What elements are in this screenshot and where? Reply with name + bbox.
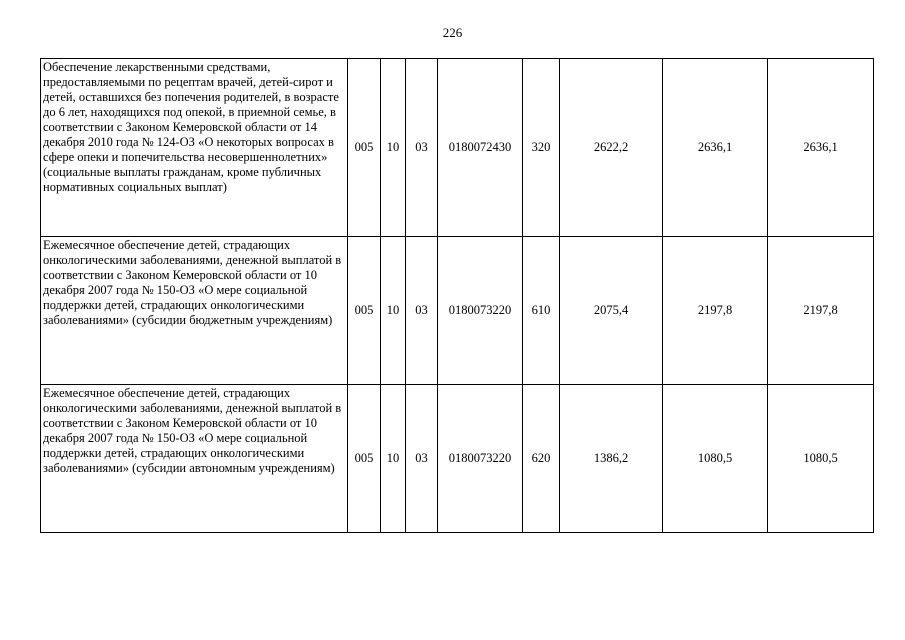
table-row <box>41 59 874 237</box>
expense-type-code: 320 <box>523 59 560 237</box>
expense-type-code: 620 <box>523 385 560 533</box>
ministry-code: 005 <box>348 59 381 237</box>
section-code: 10 <box>381 59 406 237</box>
table-row <box>41 237 874 385</box>
amount-year-3: 2636,1 <box>768 59 874 237</box>
target-article-code: 0180073220 <box>438 237 523 385</box>
ministry-code: 005 <box>348 385 381 533</box>
amount-year-1: 1386,2 <box>560 385 663 533</box>
row-description: Обеспечение лекарственными средствами, предоставляемыми по рецептам врачей, детей-сирот и детей, оставшихся без попечения родителей, в возрасте до 6 лет, находящихся под опекой, в приемной семье, в соответствии с Законом Кемеровской области от 14 декабря 2010 года № 124-ОЗ «О некоторых вопросах в сфере опеки и попечительства несовершеннолетних» (социальные выплаты гражданам, кроме публичных нормативных социальных выплат) <box>41 59 348 237</box>
ministry-code: 005 <box>348 237 381 385</box>
target-article-code: 0180073220 <box>438 385 523 533</box>
section-code: 10 <box>381 385 406 533</box>
page-number: 226 <box>442 25 463 40</box>
amount-year-2: 2197,8 <box>663 237 768 385</box>
section-code: 10 <box>381 237 406 385</box>
table-row <box>41 385 874 533</box>
subsection-code: 03 <box>406 237 438 385</box>
row-description: Ежемесячное обеспечение детей, страдающих онкологическими заболеваниями, денежной выплатой в соответствии с Законом Кемеровской области от 10 декабря 2007 года № 150-ОЗ «О мере социальной поддержки детей, страдающих онкологическими заболеваниями» (субсидии бюджетным учреждениям) <box>41 237 348 385</box>
budget-table <box>40 58 874 533</box>
target-article-code: 0180072430 <box>438 59 523 237</box>
amount-year-3: 2197,8 <box>768 237 874 385</box>
row-description: Ежемесячное обеспечение детей, страдающих онкологическими заболеваниями, денежной выплатой в соответствии с Законом Кемеровской области от 10 декабря 2007 года № 150-ОЗ «О мере социальной поддержки детей, страдающих онкологическими заболеваниями» (субсидии автономным учреждениям) <box>41 385 348 533</box>
amount-year-3: 1080,5 <box>768 385 874 533</box>
amount-year-2: 2636,1 <box>663 59 768 237</box>
amount-year-2: 1080,5 <box>663 385 768 533</box>
amount-year-1: 2622,2 <box>560 59 663 237</box>
subsection-code: 03 <box>406 385 438 533</box>
amount-year-1: 2075,4 <box>560 237 663 385</box>
expense-type-code: 610 <box>523 237 560 385</box>
subsection-code: 03 <box>406 59 438 237</box>
